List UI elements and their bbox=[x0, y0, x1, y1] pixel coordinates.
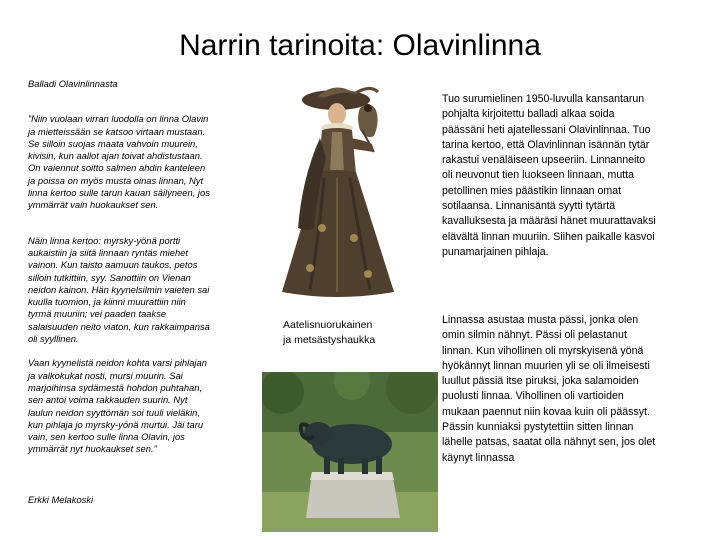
text-line: salaisuuden neito viaton, kun rakkaimpansa bbox=[28, 320, 210, 332]
text-line: tyrmä muuriin; vei paaden taakse bbox=[28, 308, 167, 320]
text-line: ja poissa on myös musta oinas linnan, Nyt bbox=[28, 174, 204, 186]
text-line: ja metsästyshaukka bbox=[283, 334, 376, 346]
text-line: ”Niin vuolaan virran luodolla on linna Olavin bbox=[28, 113, 209, 125]
text-line: tarina kertoo, että Olavinlinnan isännän tytär bbox=[442, 138, 650, 151]
text-line: silloin tutkittiin, syy. Sanottiin on Vienan bbox=[28, 271, 191, 283]
text-line: punamarjainen pihlaja. bbox=[442, 245, 549, 258]
text-line: Linnassa asustaa musta pässi, jonka olen bbox=[442, 314, 639, 326]
text-line: luullut pässiä itse piruksi, joka salamoiden bbox=[442, 375, 639, 388]
text-line: Aatelisnuorukainen bbox=[283, 319, 373, 331]
noble-with-falcon-painting bbox=[262, 78, 438, 302]
text-line: Näin linna kertoo: myrsky-yönä portti bbox=[28, 234, 181, 246]
text-line: vain, sen kertoo sulle linna Olavin, jos bbox=[28, 431, 185, 443]
text-line: Pässin kunniaksi pystytettiin sitten linnan bbox=[442, 421, 634, 434]
text-line: lähelle patsas, saatat olla nähnyt sen, jos olet bbox=[442, 436, 656, 449]
text-line: ymmärrät vain huokaukset sen. bbox=[28, 199, 159, 211]
text-line: petollinen mies päästikin linnaan omat bbox=[442, 184, 622, 197]
text-line: sen antoi voima rakkauden suurin. Nyt bbox=[28, 394, 188, 406]
text-line: mukaan paennut niin kovaa kuin oli päässyt. bbox=[442, 405, 650, 418]
text-line: päässäni heti ajatellessani Olavinlinnaa. Tuo bbox=[442, 123, 651, 136]
text-line: neidon kainon. Hän kyynelsilmin vaieten sai bbox=[28, 283, 210, 295]
text-line: kun pihlaja jo myrsky-yönä murtui. Jäi taru bbox=[28, 418, 204, 430]
text-line: omin silmin nähnyt. Pässi oli pelastanut bbox=[442, 329, 627, 342]
text-line: rakastui venäläiseen upseeriin. Linnanneito bbox=[442, 154, 646, 167]
ballad-stanza-3 bbox=[28, 357, 256, 455]
text-line: ymmärrät nyt huokaukset sen.” bbox=[28, 443, 157, 455]
story-paragraph-1 bbox=[442, 92, 704, 260]
text-line: aukaistiin ja siitä linnaan ryntäs miehet bbox=[28, 246, 188, 258]
text-line: ja valkokukat nosti, mursi muurin. Sai bbox=[28, 369, 183, 381]
text-line: sotilaansa. Linnanisäntä syytti tytärtä bbox=[442, 200, 616, 213]
text-line: kuulla tuomion, ja kiinni muurattiin niin bbox=[28, 296, 186, 308]
ram-statue-photo bbox=[262, 372, 438, 532]
text-line: On vaiennut soitto salmen ahdin kanteleen bbox=[28, 162, 206, 174]
text-line: oli neuvonut tien luokseen linnaan, mutta bbox=[442, 169, 634, 182]
text-line: laulun neidon syyttömän soi tuuli vieläkin, bbox=[28, 406, 200, 418]
slide-title: Narrin tarinoita: Olavinlinna bbox=[179, 29, 541, 62]
text-line: oli syyllinen. bbox=[28, 333, 79, 345]
image-caption bbox=[283, 318, 423, 348]
text-line: linna kertoo sulle tarun kauan säilyneen, jos bbox=[28, 187, 210, 199]
ballad-column bbox=[28, 78, 256, 506]
ballad-stanza-1 bbox=[28, 113, 256, 211]
text-line: hyökännyt linnan muurien yli se oli ilmeisesti bbox=[442, 359, 650, 372]
text-line: marjoihinsa sydämestä hohdon puhtahan, bbox=[28, 381, 203, 393]
text-line: ja mietteissään se katsoo virtaan mustaan. bbox=[28, 125, 206, 137]
text-line: linnan. Kun vihollinen oli myrskyisenä yönä bbox=[442, 344, 644, 357]
text-line: puolusti linnaa. Vihollinen oli vartioiden bbox=[442, 390, 624, 403]
text-line: Vaan kyynelistä neidon kohta varsi pihlajan bbox=[28, 357, 207, 369]
ballad-stanza-2 bbox=[28, 235, 256, 346]
text-line: Tuo surumielinen 1950-luvulla kansantarun bbox=[442, 93, 645, 105]
ballad-heading: Balladi Olavinlinnasta bbox=[28, 78, 118, 89]
text-line: kavalluksesta ja määräsi hänet muurattavaksi bbox=[442, 215, 656, 228]
text-line: pohjalta kirjoitettu balladi alkaa soida bbox=[442, 108, 615, 121]
text-line: vainon. Kun taisto aamuun taukos, petos bbox=[28, 259, 198, 271]
text-line: Se silloin suojas maata vahvoin muurein, bbox=[28, 137, 198, 149]
text-line: käynyt linnassa bbox=[442, 451, 515, 464]
story-paragraph-2 bbox=[442, 313, 704, 466]
ballad-author: Erkki Melakoski bbox=[28, 493, 94, 505]
text-line: kivisin, kun aallot ajan toivat ahdistustaan. bbox=[28, 150, 203, 162]
text-line: elävältä linnan muuriin. Siihen paikalle kasvoi bbox=[442, 230, 655, 243]
